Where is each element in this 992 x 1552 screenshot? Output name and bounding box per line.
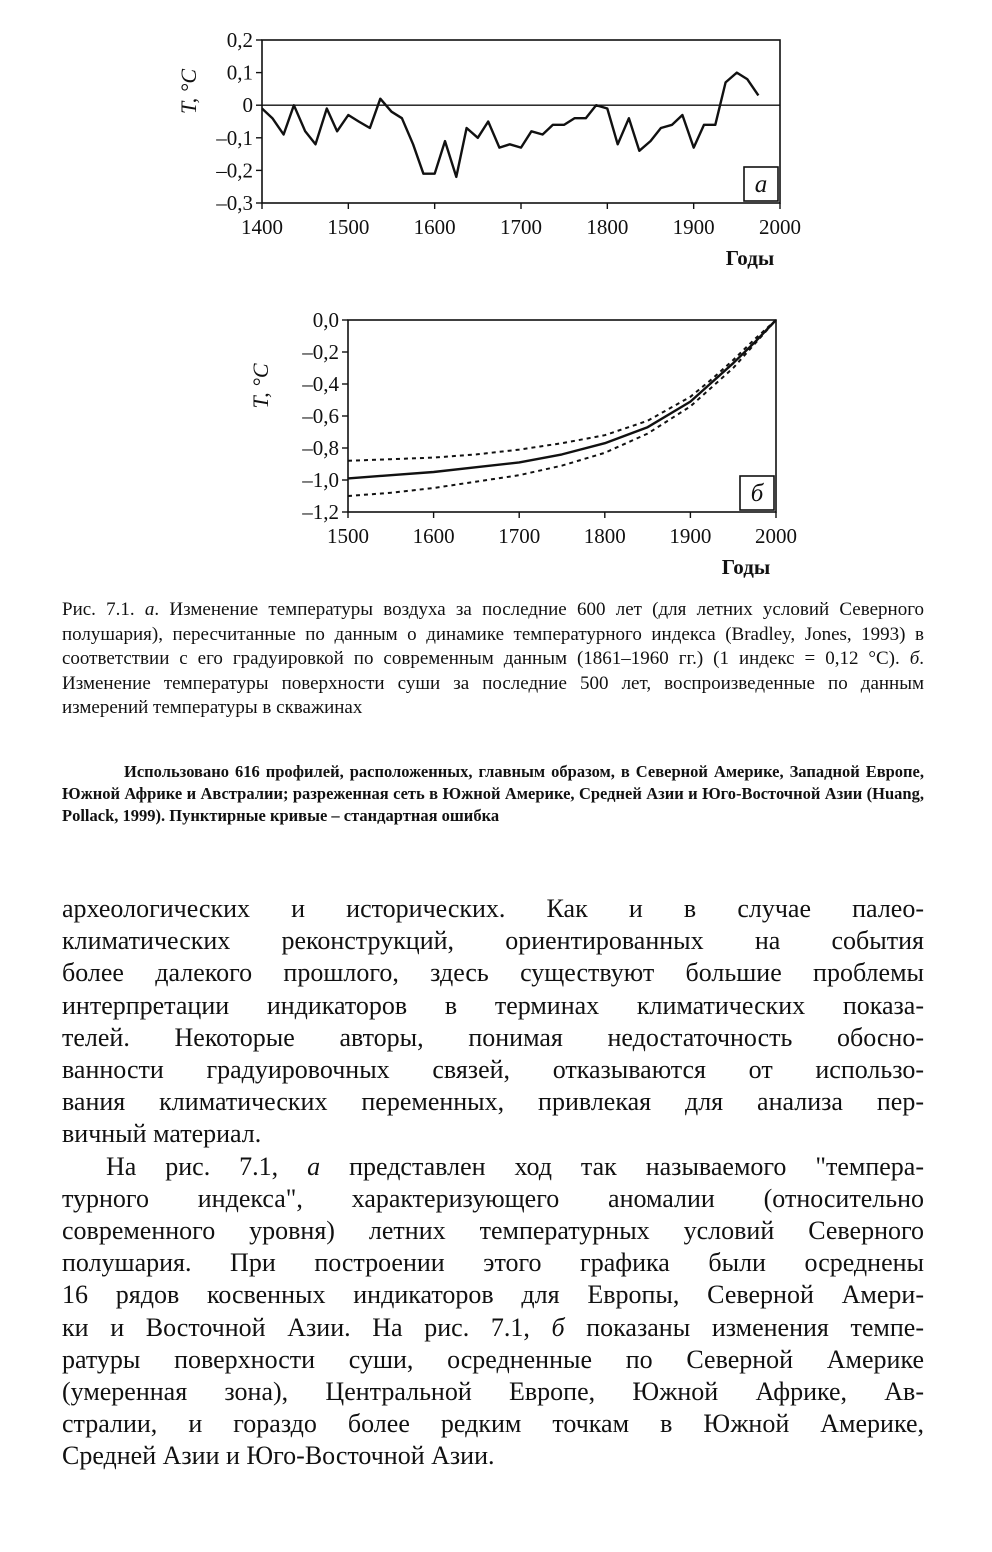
body-text-span: представлен ход так называемого "темпера-: [320, 1151, 924, 1181]
error-curve: [348, 320, 776, 496]
y-tick-label: 0,1: [226, 60, 253, 85]
series-line: [262, 73, 758, 177]
body-text-span: показаны изменения темпе-: [564, 1312, 925, 1342]
x-tick-label: 2000: [759, 215, 801, 239]
error-curve: [348, 320, 776, 461]
x-tick-label: 2000: [755, 524, 797, 548]
y-axis-label: T, °C: [248, 363, 273, 409]
body-text: [62, 893, 924, 1473]
figure-caption: [62, 598, 924, 721]
panel-label: б: [750, 480, 764, 507]
body-line: ванности градуировочных связей, отказываются от использо-: [62, 1055, 924, 1085]
y-tick-label: –0,2: [216, 158, 253, 183]
body-line: (умеренная зона), Центральной Европе, Южной Африке, Ав-: [62, 1377, 924, 1407]
body-line: вания климатических переменных, привлекая для анализа пер-: [62, 1087, 924, 1117]
body-line: [62, 1312, 924, 1344]
y-tick-label: –0,1: [216, 125, 253, 150]
x-tick-label: 1900: [672, 215, 715, 239]
body-line: Средней Азии и Юго-Восточной Азии.: [62, 1441, 495, 1471]
x-tick-label: 1400: [241, 215, 283, 239]
body-line: более далекого прошлого, здесь существуют большие проблемы: [62, 958, 924, 988]
body-line: вичный материал.: [62, 1119, 262, 1149]
caption-letter-a: а: [144, 599, 155, 620]
x-tick-label: 1600: [413, 215, 456, 239]
y-tick-label: –0,6: [302, 404, 339, 428]
caption-letter-b: б: [909, 648, 920, 670]
body-line: 16 рядов косвенных индикаторов для Европы, Северной Амери-: [62, 1280, 924, 1310]
series-line: [348, 320, 776, 478]
body-line: телей. Некоторые авторы, понимая недостаточность обосно-: [62, 1022, 924, 1052]
x-tick-label: 1700: [498, 524, 541, 548]
body-line: стралии, и гораздо более редким точкам в Южной Америке,: [62, 1409, 924, 1439]
body-letter-a: а: [307, 1151, 321, 1181]
y-tick-label: –0,8: [302, 436, 339, 460]
x-tick-label: 1700: [500, 215, 542, 239]
body-letter-b: б: [551, 1312, 565, 1342]
x-tick-label: 1500: [327, 215, 370, 239]
plot-frame: [262, 40, 780, 203]
body-line: ратуры поверхности суши, осредненные по Северной Америке: [62, 1344, 924, 1374]
body-line: турного индекса", характеризующего аномалии (относительно: [62, 1183, 924, 1213]
x-axis-label: Годы: [725, 246, 775, 270]
y-tick-label: –1,0: [302, 468, 339, 492]
caption-text: [62, 598, 924, 721]
body-line: [62, 1151, 924, 1183]
figure-note-text: Использовано 616 профилей, расположенных, главным образом, в Северной Америке, Западной Европе, Южной Африке и Австралии; разреженная сеть в Южной Америке, Средней Азии и Юго-Восточной Азии (Huang, Pollack, 1999). Пунктирные кривые – стандартная ошибка: [62, 762, 924, 825]
body-line: археологических и исторических. Как и в случае палео-: [62, 894, 924, 923]
body-line: полушария. При построении этого графика были осреднены: [62, 1248, 924, 1278]
y-tick-label: –0,4: [302, 372, 339, 396]
y-tick-label: 0,2: [226, 28, 253, 52]
y-axis-label: T, °C: [176, 68, 201, 115]
plot-frame: [348, 320, 776, 512]
y-tick-label: –1,2: [302, 500, 339, 524]
body-line: интерпретации индикаторов в терминах климатических показа-: [62, 990, 924, 1020]
panel-label: а: [754, 171, 768, 198]
caption-text-b: . Изменение температуры поверхности суши за последние 500 лет, воспроизведенные по данным измерений температуры в скважинах: [62, 648, 924, 719]
body-line: современного уровня) летних температурных условий Северного: [62, 1216, 924, 1246]
body-line: климатических реконструкций, ориентированных на события: [62, 926, 924, 956]
x-tick-label: 1500: [327, 524, 369, 548]
x-tick-label: 1600: [412, 524, 455, 548]
x-tick-label: 1800: [586, 215, 629, 239]
caption-text-a: . Изменение температуры воздуха за последние 600 лет (для летних условий Северного полушария), пересчитанные по данным о динамике температурного индекса (Bradley, Jones, 1993) в соответствии с его градуировкой по современным данным (1861–1960 гг.) (1 индекс = 0,12 °С).: [62, 599, 925, 670]
y-tick-label: 0: [242, 93, 253, 118]
figure-note: [62, 761, 924, 827]
body-text-span: На рис. 7.1,: [106, 1151, 308, 1181]
x-tick-label: 1800: [583, 524, 626, 548]
x-axis-label: Годы: [721, 555, 771, 579]
caption-number: Рис. 7.1.: [62, 599, 135, 620]
y-tick-label: –0,2: [302, 340, 339, 364]
chart-b: [240, 300, 820, 585]
chart-a: [170, 20, 820, 290]
body-text-span: ки и Восточной Азии. На рис. 7.1,: [62, 1312, 552, 1342]
y-tick-label: 0,0: [312, 308, 339, 332]
x-tick-label: 1900: [669, 524, 712, 548]
y-tick-label: –0,3: [216, 191, 253, 215]
